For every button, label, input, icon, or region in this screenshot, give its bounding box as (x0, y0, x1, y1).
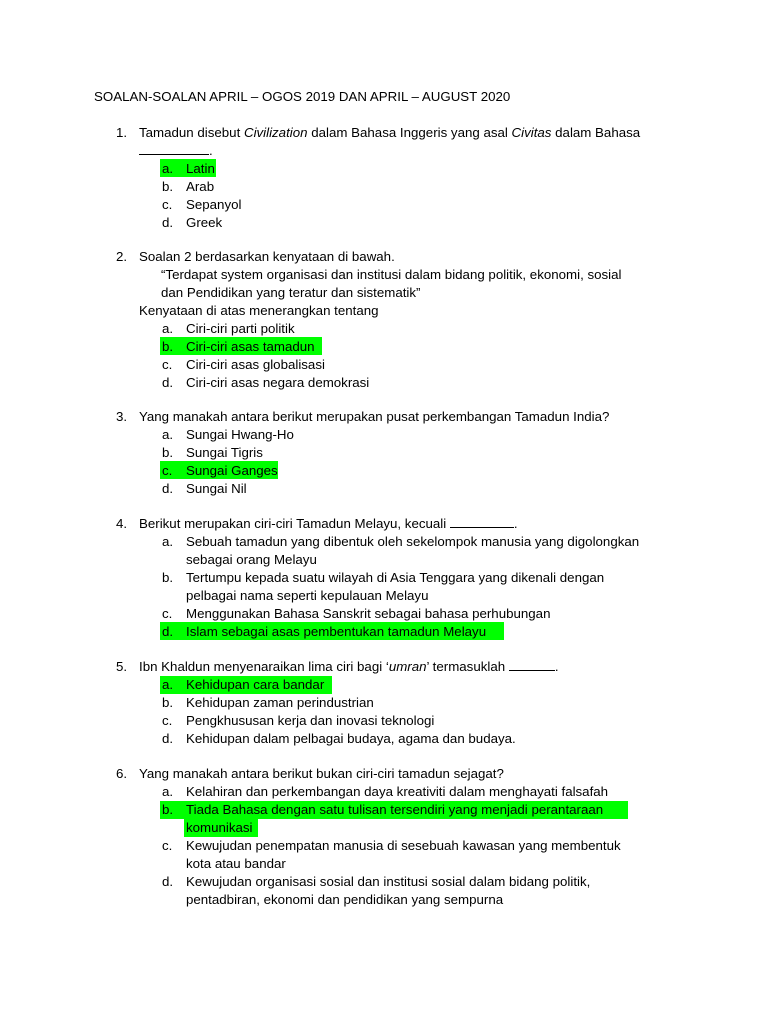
option-list (116, 676, 676, 748)
option-b: b. Tertumpu kepada suatu wilayah di Asia Tenggara yang dikenali dengan pelbagai nama seperti kepulauan Melayu (162, 570, 605, 603)
option-b: b. Tiada Bahasa dengan satu tulisan tersendiri yang menjadi perantaraan komunikasi (162, 802, 604, 835)
option-list (116, 320, 676, 392)
option-list (116, 783, 676, 909)
question-text: Berikut merupakan ciri-ciri Tamadun Melayu, kecuali . (139, 516, 518, 531)
option-a: a. Kehidupan cara bandar (162, 677, 325, 692)
option-c: c. Pengkhususan kerja dan inovasi teknologi (162, 713, 435, 728)
option-a: a. Sebuah tamadun yang dibentuk oleh sekelompok manusia yang digolongkan sebagai orang Melayu (162, 534, 640, 567)
question-5 (116, 658, 676, 748)
question-prompt: Kenyataan di atas menerangkan tentang (139, 303, 379, 318)
option-c: c. Sepanyol (162, 197, 242, 212)
option-d: d. Kehidupan dalam pelbagai budaya, agama dan budaya. (162, 731, 516, 746)
option-a: a. Kelahiran dan perkembangan daya kreativiti dalam menghayati falsafah (162, 784, 609, 799)
answer-blank (450, 515, 514, 528)
answer-blank (509, 658, 555, 671)
option-d: d. Kewujudan organisasi sosial dan institusi sosial dalam bidang politik, pentadbiran, ekonomi dan pendidikan yang sempurna (162, 874, 591, 907)
question-number: 6. (116, 766, 128, 781)
quote-line: “Terdapat system organisasi dan institusi dalam bidang politik, ekonomi, sosial (161, 267, 622, 282)
option-list (116, 426, 676, 498)
question-6 (116, 765, 676, 909)
option-b: b. Ciri-ciri asas tamadun (162, 339, 315, 354)
question-number: 5. (116, 659, 128, 674)
page-title: SOALAN-SOALAN APRIL – OGOS 2019 DAN APRIL – AUGUST 2020 (94, 89, 511, 104)
option-d: d. Sungai Nil (162, 481, 247, 496)
question-4 (116, 515, 676, 641)
option-c: c. Menggunakan Bahasa Sanskrit sebagai bahasa perhubungan (162, 606, 551, 621)
option-list (116, 533, 676, 641)
option-d: d. Greek (162, 215, 223, 230)
option-d: d. Islam sebagai asas pembentukan tamadun Melayu (162, 624, 487, 639)
question-3 (116, 408, 676, 498)
option-a: a. Ciri-ciri parti politik (162, 321, 295, 336)
quote-line: dan Pendidikan yang teratur dan sistematik” (161, 285, 421, 300)
option-c: c. Sungai Ganges (162, 463, 278, 478)
option-c: c. Ciri-ciri asas globalisasi (162, 357, 325, 372)
option-d: d. Ciri-ciri asas negara demokrasi (162, 375, 370, 390)
question-number: 2. (116, 249, 128, 264)
question-text: Tamadun disebut Civilization dalam Bahasa Inggeris yang asal Civitas dalam Bahasa . (139, 125, 641, 158)
question-text: Ibn Khaldun menyenaraikan lima ciri bagi ‘umran’ termasuklah . (139, 659, 559, 674)
option-a: a. Latin (162, 161, 215, 176)
option-b: b. Kehidupan zaman perindustrian (162, 695, 374, 710)
question-text: Yang manakah antara berikut merupakan pusat perkembangan Tamadun India? (139, 409, 610, 424)
option-list (116, 160, 676, 232)
highlighted-answer: Latin (186, 161, 215, 176)
question-2 (116, 248, 676, 392)
question-number: 4. (116, 516, 128, 531)
answer-blank (139, 142, 209, 155)
question-text: Yang manakah antara berikut bukan ciri-ciri tamadun sejagat? (139, 766, 504, 781)
question-1 (116, 124, 676, 232)
question-text: Soalan 2 berdasarkan kenyataan di bawah. (139, 249, 395, 264)
option-c: c. Kewujudan penempatan manusia di sesebuah kawasan yang membentuk kota atau bandar (162, 838, 621, 871)
option-b: b. Arab (162, 179, 215, 194)
option-a: a. Sungai Hwang-Ho (162, 427, 294, 442)
option-b: b. Sungai Tigris (162, 445, 263, 460)
question-number: 3. (116, 409, 128, 424)
question-number: 1. (116, 125, 128, 140)
